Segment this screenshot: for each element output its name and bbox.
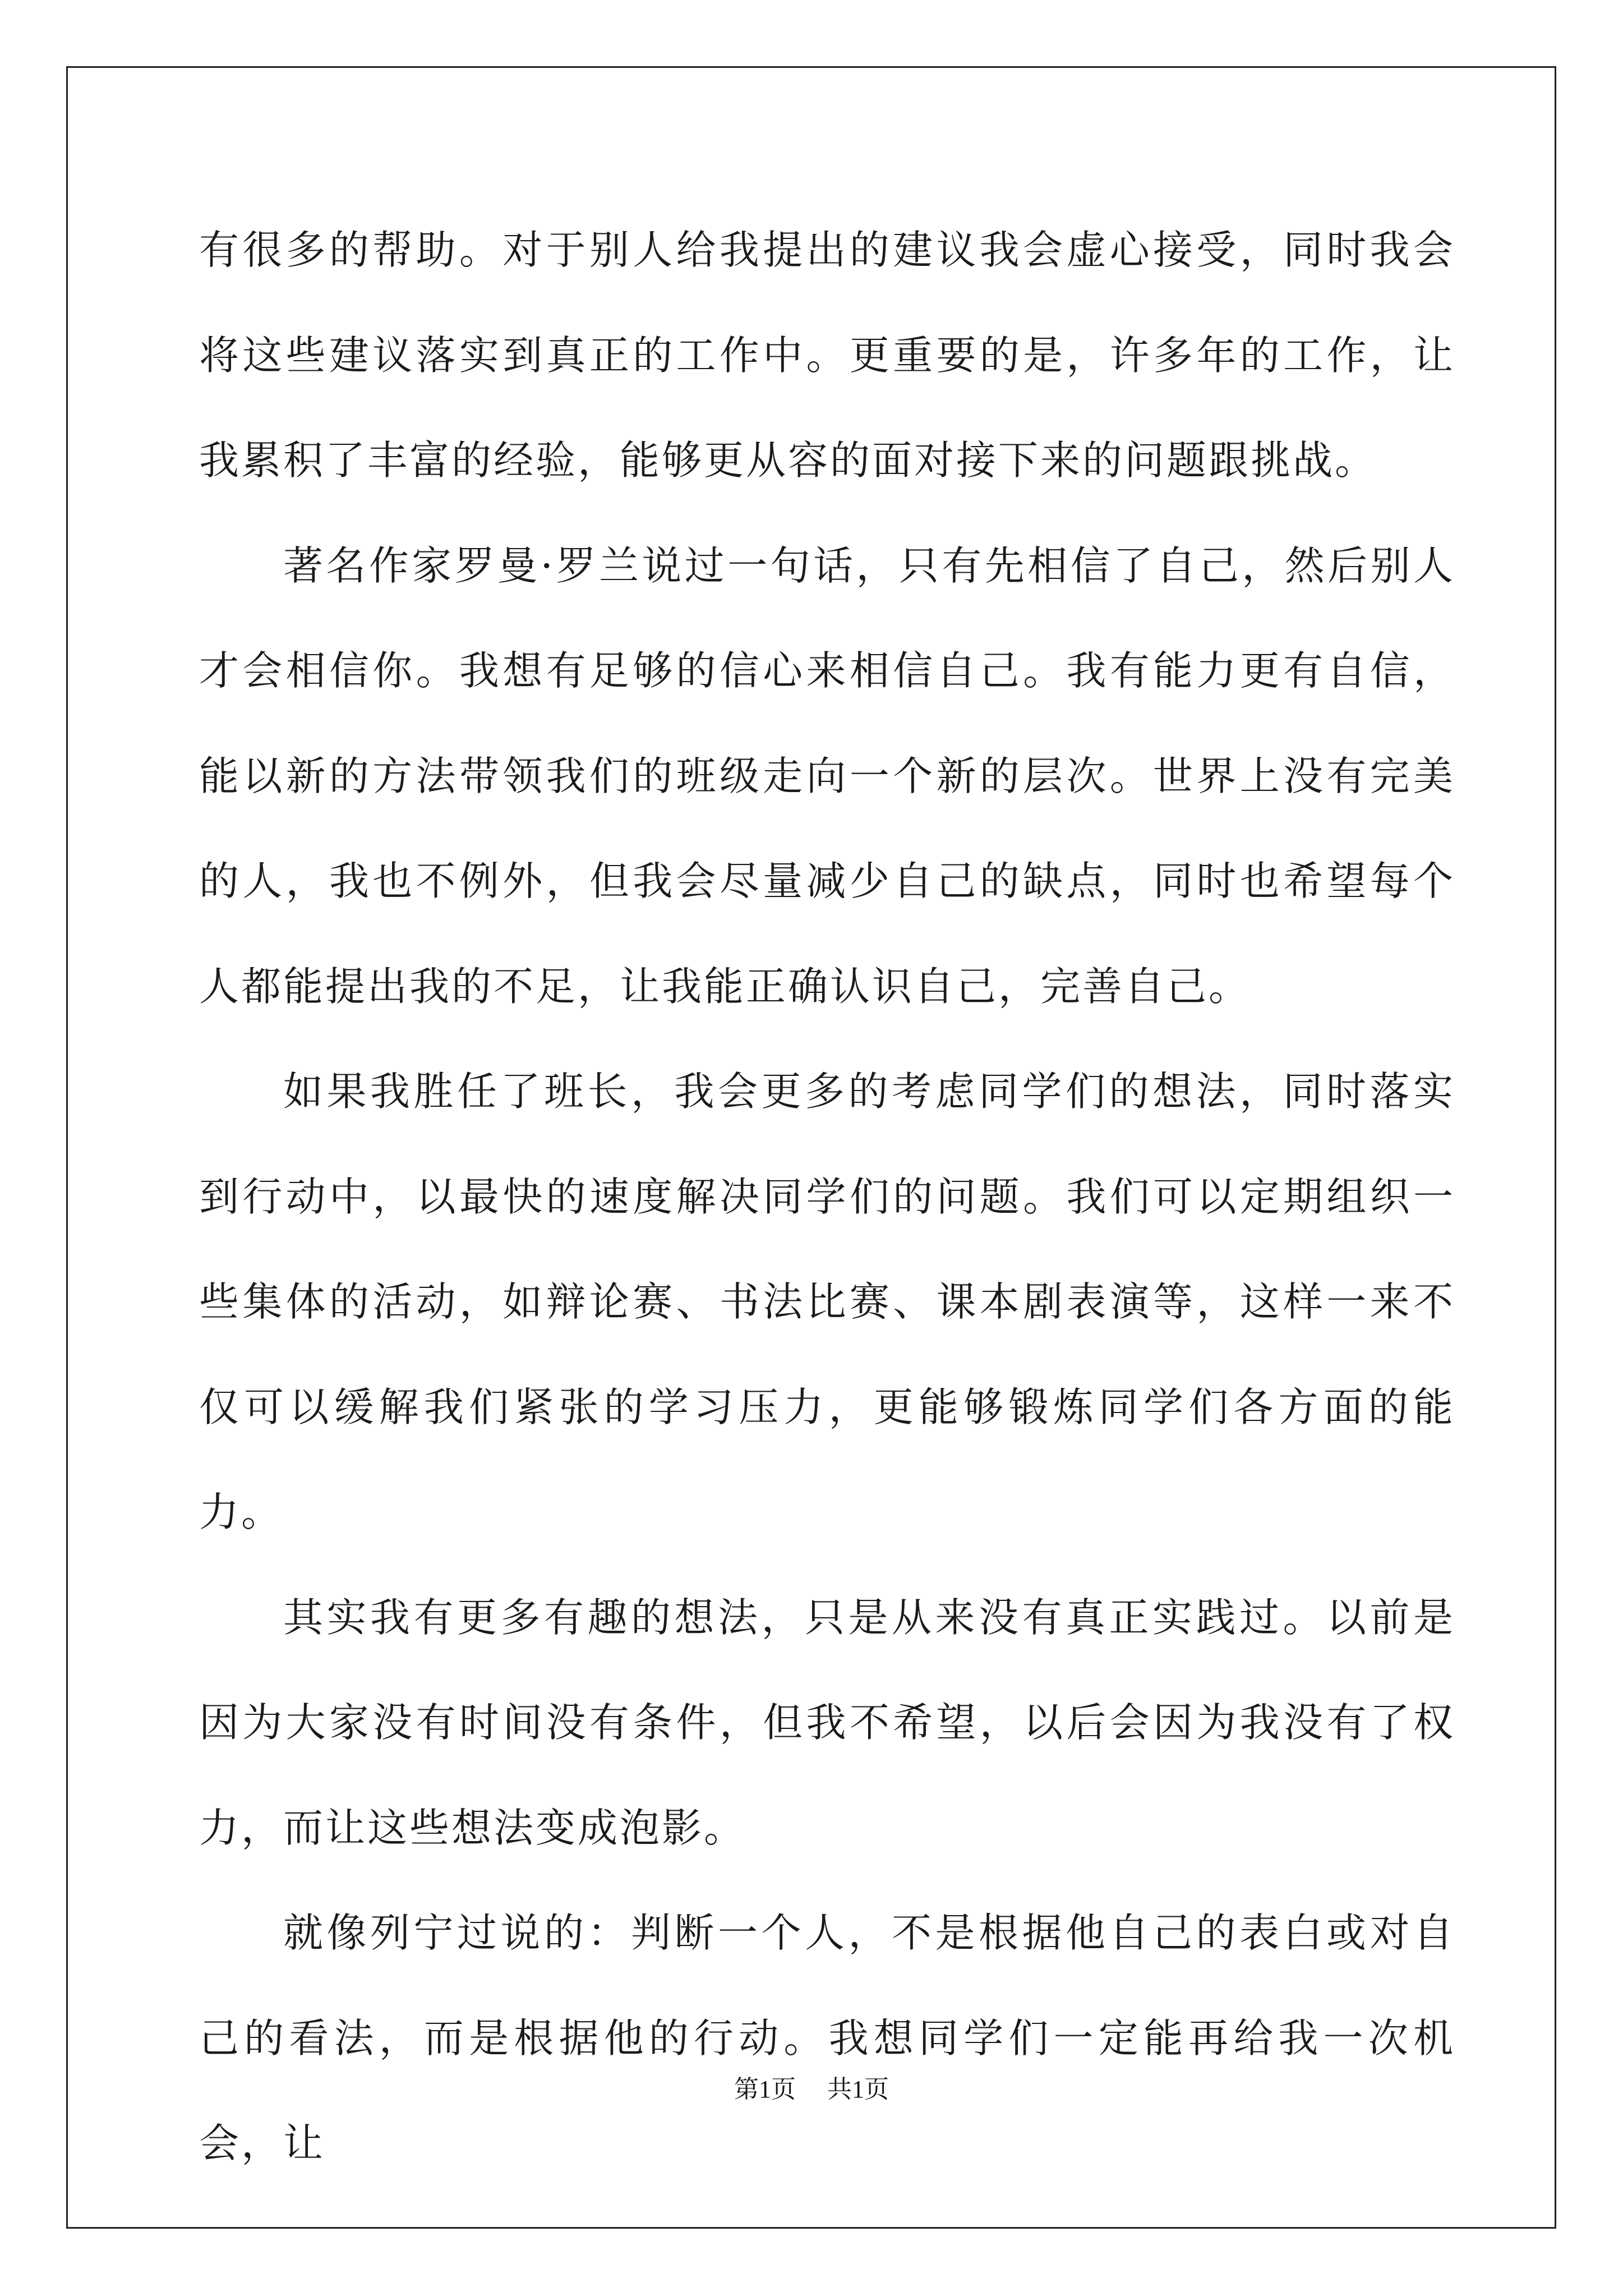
paragraph-2: 著名作家罗曼·罗兰说过一句话，只有先相信了自己，然后别人才会相信你。我想有足够的信心来相信自己。我有能力更有自信，能以新的方法带领我们的班级走向一个新的层次。世界上没有完美的人，我也不例外，但我会尽量减少自己的缺点，同时也希望每个人都能提出我的不足，让我能正确认识自己，完善自己。 [199,542,1455,1010]
page-footer [0,2073,1623,2106]
paragraph-3: 如果我胜任了班长，我会更多的考虑同学们的想法，同时落实到行动中，以最快的速度解决同学们的问题。我们可以定期组织一些集体的活动，如辩论赛、书法比赛、课本剧表演等，这样一来不仅可以缓解我们紧张的学习压力，更能够锻炼同学们各方面的能力。 [199,1068,1455,1535]
document-body [199,197,1455,2196]
total-pages: 共1页 [827,2076,889,2103]
page-number: 第1页 [734,2076,796,2103]
paragraph-1: 有很多的帮助。对于别人给我提出的建议我会虚心接受，同时我会将这些建议落实到真正的工作中。更重要的是，许多年的工作，让我累积了丰富的经验，能够更从容的面对接下来的问题跟挑战。 [199,227,1455,484]
paragraph-5: 就像列宁过说的：判断一个人，不是根据他自己的表白或对自己的看法，而是根据他的行动。我想同学们一定能再给我一次机会，让 [199,1910,1455,2166]
paragraph-4: 其实我有更多有趣的想法，只是从来没有真正实践过。以前是因为大家没有时间没有条件，但我不希望，以后会因为我没有了权力，而让这些想法变成泡影。 [199,1594,1455,1851]
